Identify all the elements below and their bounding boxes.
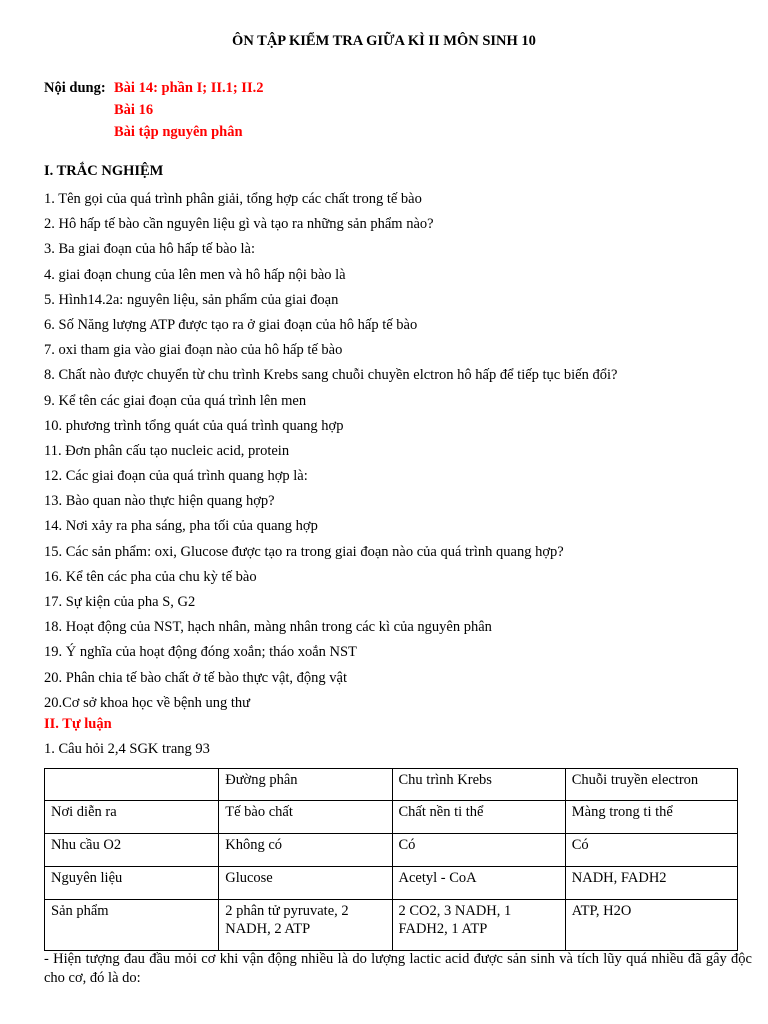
table-cell: Nơi diễn ra bbox=[45, 801, 219, 834]
table-cell: Không có bbox=[219, 834, 392, 867]
content-item: Bài 14: phần I; II.1; II.2 bbox=[114, 80, 264, 96]
question-item: 13. Bào quan nào thực hiện quang hợp? bbox=[44, 493, 275, 510]
table-header-cell bbox=[45, 769, 219, 801]
table-cell: 2 CO2, 3 NADH, 1 FADH2, 1 ATP bbox=[392, 900, 565, 951]
question-item: 16. Kể tên các pha của chu kỳ tế bào bbox=[44, 568, 257, 585]
table-cell: Có bbox=[565, 834, 737, 867]
note-paragraph: - Hiện tượng đau đầu mỏi cơ khi vận động nhiều là do lượng lactic acid được sản sinh và tích lũy quá nhiều đã gây độc cho cơ, đó là do: bbox=[44, 951, 752, 986]
question-list bbox=[44, 187, 617, 716]
question-item: 5. Hình14.2a: nguyên liệu, sản phẩm của giai đoạn bbox=[44, 291, 339, 308]
section-heading-essay: II. Tự luận bbox=[44, 716, 112, 732]
question-item: 11. Đơn phân cấu tạo nucleic acid, protein bbox=[44, 442, 290, 459]
table-cell: ATP, H2O bbox=[565, 900, 737, 951]
table-cell: Chất nền ti thể bbox=[392, 801, 565, 834]
content-row bbox=[44, 121, 263, 143]
essay-question: 1. Câu hỏi 2,4 SGK trang 93 bbox=[44, 741, 210, 757]
content-scope bbox=[44, 77, 263, 143]
table-cell: Acetyl - CoA bbox=[392, 867, 565, 900]
question-item: 2. Hô hấp tế bào cần nguyên liệu gì và tạo ra những sản phẩm nào? bbox=[44, 216, 434, 233]
question-item: 17. Sự kiện của pha S, G2 bbox=[44, 594, 196, 610]
question-item: 12. Các giai đoạn của quá trình quang hợp là: bbox=[44, 468, 308, 485]
question-item: 1. Tên gọi của quá trình phân giải, tổng hợp các chất trong tế bào bbox=[44, 191, 422, 207]
question-item: 18. Hoạt động của NST, hạch nhân, màng nhân trong các kì của nguyên phân bbox=[44, 619, 492, 636]
document-title: ÔN TẬP KIỂM TRA GIỮA KÌ II MÔN SINH 10 bbox=[232, 33, 536, 49]
table-header-cell: Chu trình Krebs bbox=[392, 769, 565, 801]
question-item: 3. Ba giai đoạn của hô hấp tế bào là: bbox=[44, 241, 255, 258]
content-item: Bài tập nguyên phân bbox=[114, 124, 243, 140]
section-heading-multiple-choice: I. TRẮC NGHIỆM bbox=[44, 163, 164, 179]
table-cell: Glucose bbox=[219, 867, 392, 900]
question-item: 6. Số Năng lượng ATP được tạo ra ở giai đoạn của hô hấp tế bào bbox=[44, 316, 418, 333]
question-item: 14. Nơi xảy ra pha sáng, pha tối của quang hợp bbox=[44, 518, 318, 535]
question-item: 20.Cơ sở khoa học về bệnh ung thư bbox=[44, 694, 251, 711]
table-row bbox=[45, 900, 738, 951]
table-row bbox=[45, 867, 738, 900]
content-label: Nội dung: bbox=[44, 80, 106, 96]
table-cell: Có bbox=[392, 834, 565, 867]
table-cell: Tế bào chất bbox=[219, 801, 392, 834]
table-header-row bbox=[45, 769, 738, 801]
question-item: 8. Chất nào được chuyển từ chu trình Krebs sang chuỗi chuyền elctron hô hấp để tiếp tục biến đổi? bbox=[44, 367, 618, 384]
content-item: Bài 16 bbox=[114, 102, 154, 118]
question-item: 20. Phân chia tế bào chất ở tế bào thực vật, động vật bbox=[44, 669, 348, 686]
question-item: 7. oxi tham gia vào giai đoạn nào của hô hấp tế bào bbox=[44, 342, 343, 359]
table-cell: Nhu cầu O2 bbox=[45, 834, 219, 867]
table-row bbox=[45, 834, 738, 867]
question-item: 9. Kể tên các giai đoạn của quá trình lên men bbox=[44, 392, 307, 409]
table-row bbox=[45, 801, 738, 834]
question-item: 15. Các sản phẩm: oxi, Glucose được tạo ra trong giai đoạn nào của quá trình quang hợp? bbox=[44, 543, 564, 560]
question-item: 10. phương trình tổng quát của quá trình quang hợp bbox=[44, 417, 344, 434]
table-header-cell: Chuỗi truyền electron bbox=[565, 769, 737, 801]
table-header-cell: Đường phân bbox=[219, 769, 392, 801]
question-item: 4. giai đoạn chung của lên men và hô hấp nội bào là bbox=[44, 266, 346, 283]
table-cell: Màng trong ti thể bbox=[565, 801, 737, 834]
table-cell: Sản phẩm bbox=[45, 900, 219, 951]
content-row bbox=[44, 99, 263, 121]
comparison-table bbox=[44, 768, 738, 951]
question-item: 19. Ý nghĩa của hoạt động đóng xoắn; tháo xoắn NST bbox=[44, 644, 357, 661]
table-cell: Nguyên liệu bbox=[45, 867, 219, 900]
table-cell: NADH, FADH2 bbox=[565, 867, 737, 900]
table-cell: 2 phân tử pyruvate, 2 NADH, 2 ATP bbox=[219, 900, 392, 951]
content-row bbox=[44, 77, 263, 99]
